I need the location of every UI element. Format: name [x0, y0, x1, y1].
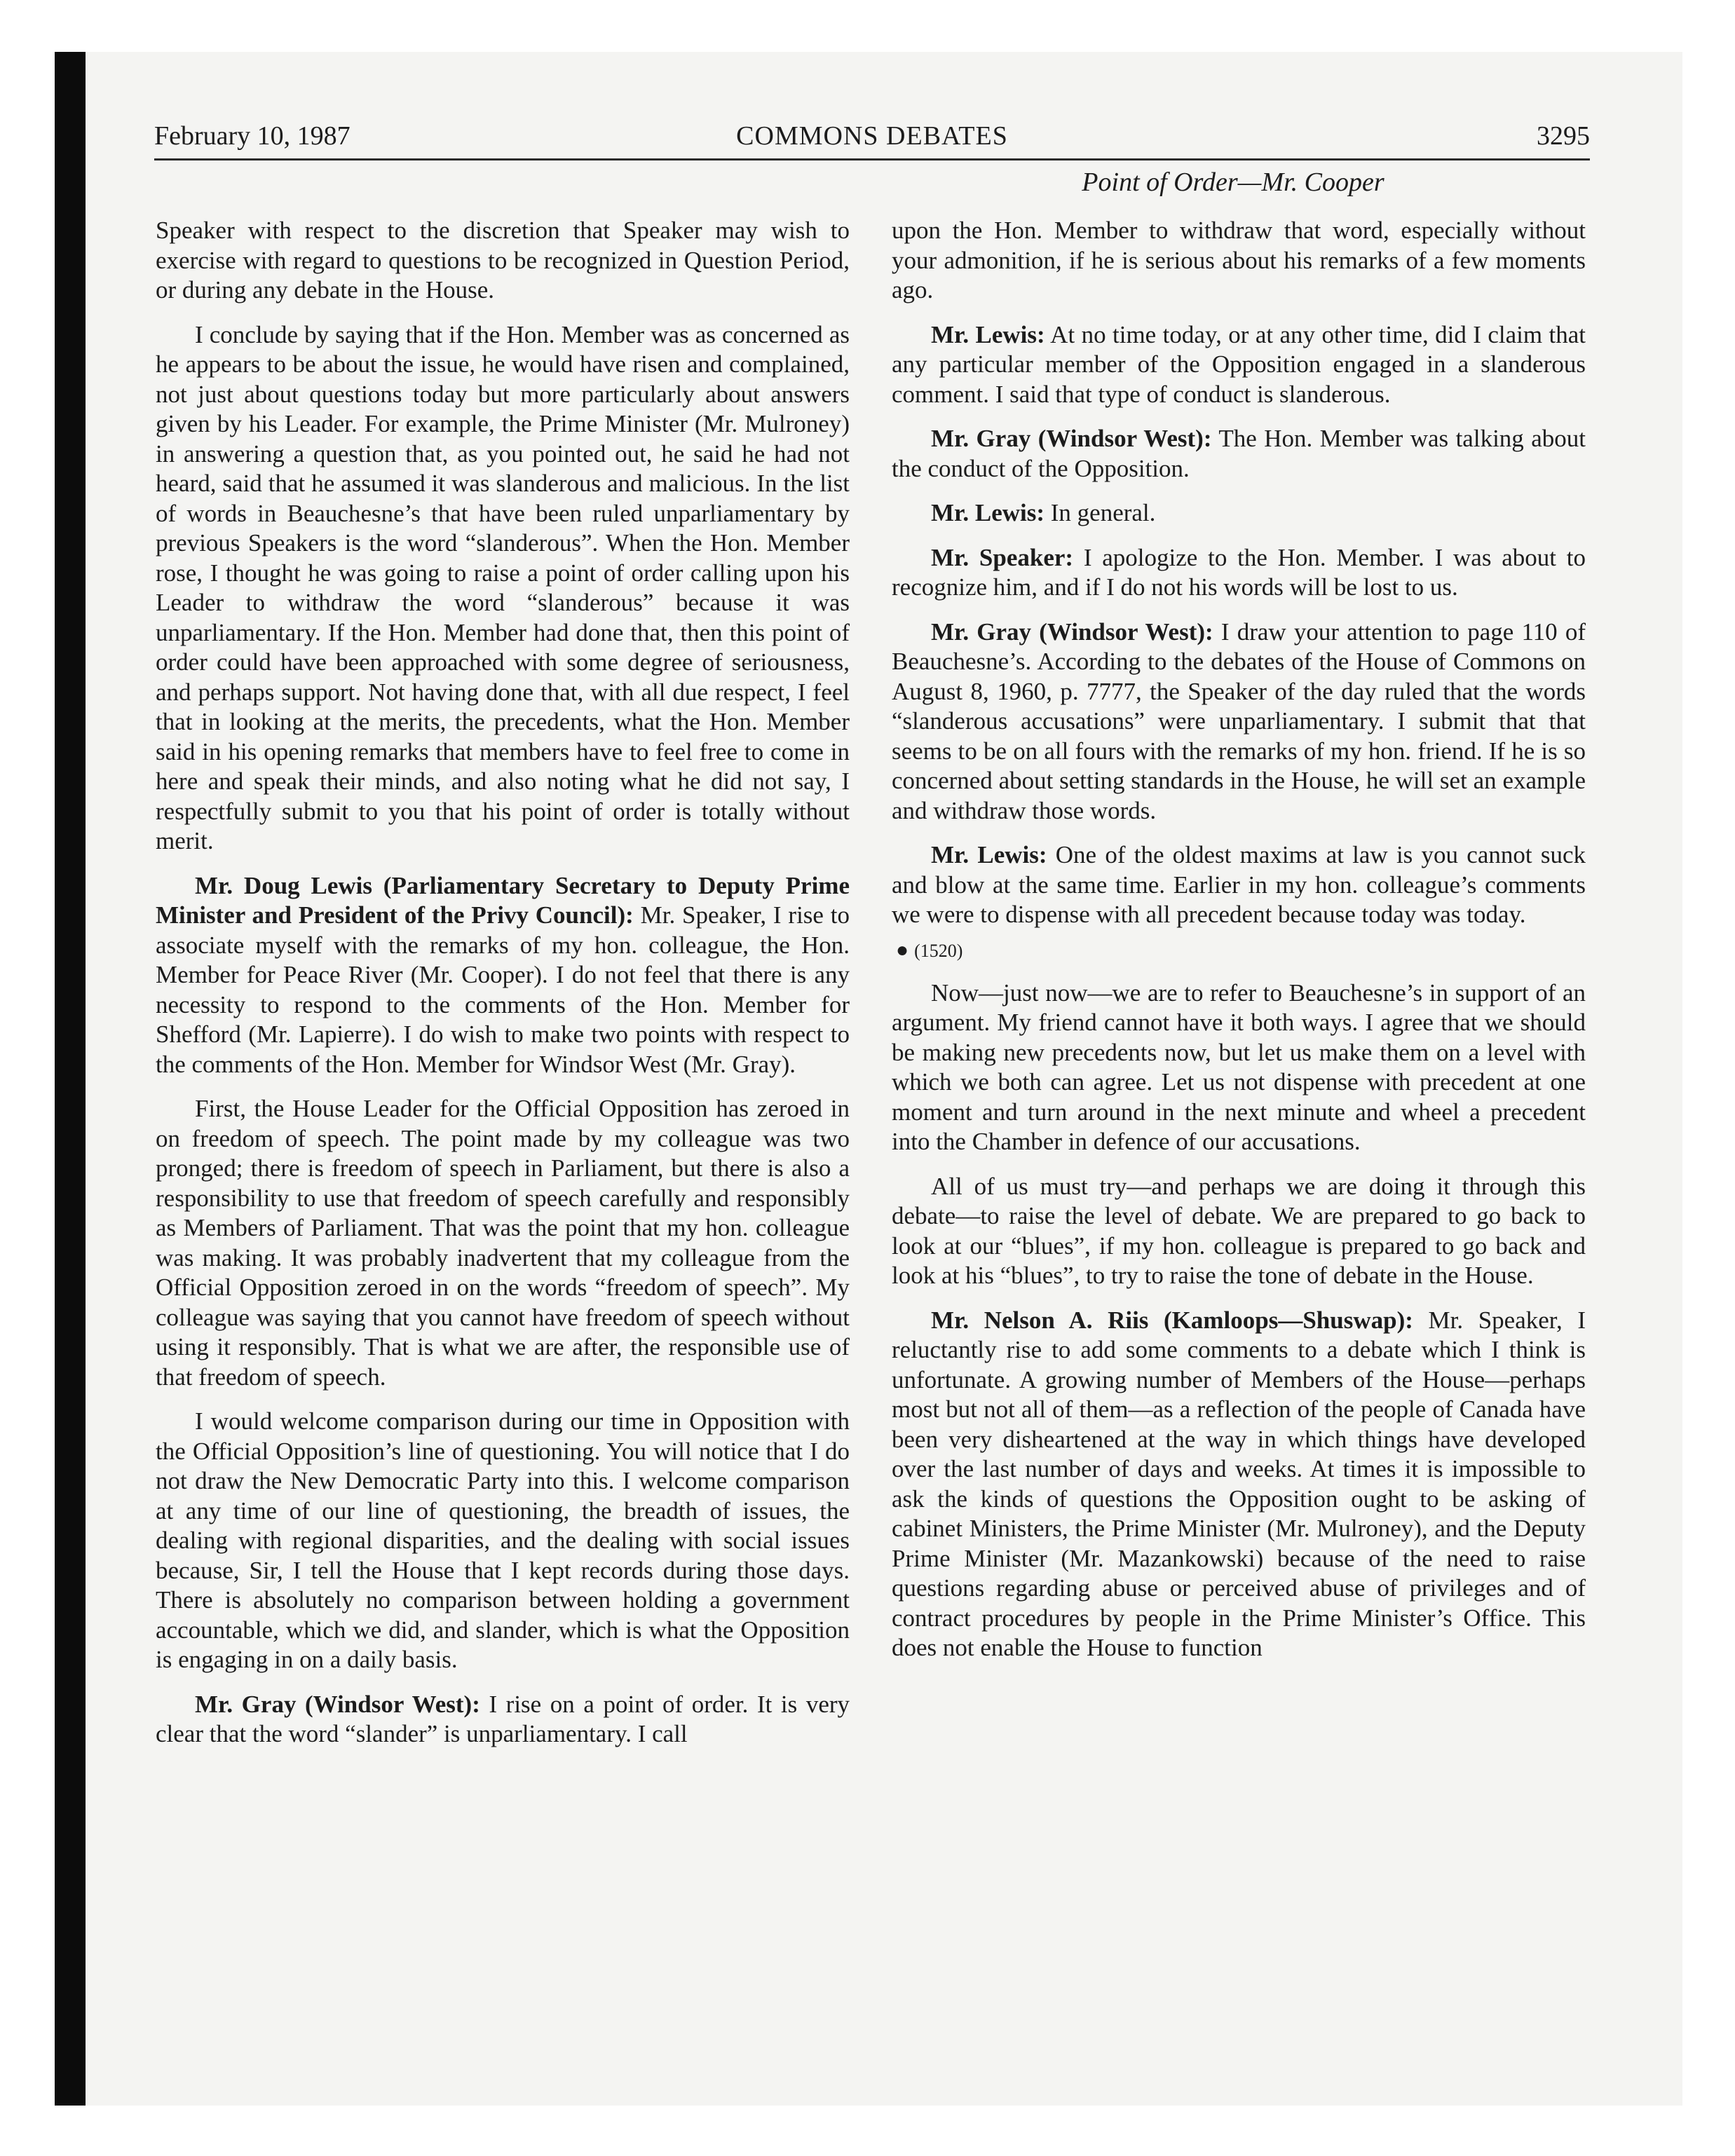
- speech-text: In general.: [1050, 499, 1156, 526]
- speaker-name: Mr. Gray (Windsor West):: [931, 618, 1213, 646]
- speaker-name: Mr. Gray (Windsor West):: [931, 425, 1212, 452]
- left-column: [156, 216, 850, 1764]
- bullet-icon: ●: [896, 938, 909, 962]
- paragraph: [156, 216, 850, 306]
- paragraph: [156, 1690, 850, 1749]
- speech-text: I rise on a point of order. It is very clear that the word “slander” is unparliamentary. I call: [156, 1690, 850, 1747]
- speech-text: The Hon. Member was talking about the conduct of the Opposition.: [892, 425, 1586, 482]
- speech-text: I apologize to the Hon. Member. I was about to recognize him, and if I do not his words will be lost to us.: [892, 543, 1586, 601]
- section-title: Point of Order—Mr. Cooper: [1082, 168, 1384, 197]
- speech-text: I draw your attention to page 110 of Beauchesne’s. According to the debates of the House of Commons on August 8, 1960, p. 7777, the Speaker of the day ruled that the words “slanderous accusations” were unparliamentary. I submit that that seems to be on all fours with the remarks of my hon. friend. If he is so concerned about setting standards in the House, he will set an example and withdraw those words.: [892, 618, 1586, 824]
- paragraph: [892, 424, 1586, 484]
- running-header: [154, 115, 1590, 161]
- right-column: [892, 216, 1586, 1678]
- header-title: COMMONS DEBATES: [736, 121, 1008, 151]
- paragraph: [892, 618, 1586, 826]
- speaker-name: Mr. Lewis:: [931, 499, 1045, 526]
- paragraph: [892, 216, 1586, 306]
- header-date: February 10, 1987: [154, 121, 351, 151]
- speech-text: Now—just now—we are to refer to Beauchesne’s in support of an argument. My friend cannot have it both ways. I agree that we should be making new precedents now, but let us make them on a level with which we both can agree. Let us not dispense with precedent at one moment and turn around in the next minute and wheel a precedent into the Chamber in defence of our accusations.: [892, 978, 1586, 1155]
- paragraph: [892, 840, 1586, 930]
- speech-text: Mr. Speaker, I reluctantly rise to add some comments to a debate which I think is unfortunate. A growing number of Members of the House—perhaps most but not all of them—as a reflection of the people of Canada have been very disheartened at the way in which things have developed over the last number of days and weeks. At times it is impossible to ask the kinds of questions the Opposition ought to be asking of cabinet Ministers, the Prime Minister (Mr. Mulroney), and the Deputy Prime Minister (Mr. Mazankowski) because of the need to raise questions regarding abuse or perceived abuse of privileges and of contract procedures by people in the Prime Minister’s Office. This does not enable the House to function: [892, 1306, 1586, 1661]
- paragraph: [156, 320, 850, 857]
- speech-text: At no time today, or at any other time, did I claim that any particular member of the Opposition engaged in a slanderous comment. I said that type of conduct is slanderous.: [892, 320, 1586, 408]
- speaker-name: Mr. Lewis:: [931, 320, 1045, 348]
- speech-text: Speaker with respect to the discretion that Speaker may wish to exercise with regard to questions to be recognized in Question Period, or during any debate in the House.: [156, 217, 850, 303]
- speaker-name: Mr. Speaker:: [931, 543, 1074, 571]
- speech-text: Mr. Speaker, I rise to associate myself with the remarks of my hon. colleague, the Hon. Member for Peace River (Mr. Cooper). I do not feel that there is any necessity to respond to the comments of the Hon. Member for Shefford (Mr. Lapierre). I do wish to make two points with respect to the comments of the Hon. Member for Windsor West (Mr. Gray).: [156, 901, 850, 1078]
- paragraph: [892, 1306, 1586, 1663]
- paragraph: [892, 978, 1586, 1157]
- time-marker-text: (1520): [914, 940, 963, 961]
- paragraph: [892, 498, 1586, 528]
- speaker-name: Mr. Lewis:: [931, 841, 1047, 868]
- paragraph: [892, 1172, 1586, 1291]
- paragraph: [156, 1407, 850, 1675]
- speech-text: upon the Hon. Member to withdraw that word, especially without your admonition, if he is serious about his remarks of a few moments ago.: [892, 217, 1586, 303]
- paragraph: [892, 543, 1586, 603]
- header-page-number: 3295: [1537, 121, 1590, 151]
- speaker-name: Mr. Gray (Windsor West):: [195, 1690, 480, 1718]
- scan-edge-shadow: [55, 52, 86, 2106]
- speech-text: I conclude by saying that if the Hon. Member was as concerned as he appears to be about the issue, he would have risen and complained, not just about questions today but more particularly about answers given by his Leader. For example, the Prime Minister (Mr. Mulroney) in answering a question that, as you pointed out, he said he had not heard, said that he assumed it was slanderous and malicious. In the list of words in Beauchesne’s that have been ruled unparliamentary by previous Speakers is the word “slanderous”. When the Hon. Member rose, I thought he was going to raise a point of order calling upon his Leader to withdraw the word “slanderous” because it was unparliamentary. If the Hon. Member had done that, then this point of order could have been approached with some degree of seriousness, and perhaps support. Not having done that, with all due respect, I feel that in looking at the merits, the precedents, what the Hon. Member said in his opening remarks that members have to feel free to come in here and speak their minds, and also noting what he did not say, I respectfully submit to you that his point of order is totally without merit.: [156, 320, 850, 854]
- time-marker: [896, 939, 1586, 963]
- speaker-name: Mr. Doug Lewis (Parliamentary Secretary to Deputy Prime Minister and President of the Privy Council):: [156, 871, 850, 929]
- speaker-name: Mr. Nelson A. Riis (Kamloops—Shuswap):: [931, 1306, 1413, 1334]
- paragraph: [892, 320, 1586, 410]
- speech-text: One of the oldest maxims at law is you cannot suck and blow at the same time. Earlier in my hon. colleague’s comments we were to dispense with all precedent because today was today.: [892, 841, 1586, 928]
- paragraph: [156, 1094, 850, 1392]
- speech-text: First, the House Leader for the Official Opposition has zeroed in on freedom of speech. The point made by my colleague was two pronged; there is freedom of speech in Parliament, but there is also a responsibility to use that freedom of speech carefully and responsibly as Members of Parliament. That was the point that my hon. colleague was making. It was probably inadvertent that my colleague from the Official Opposition zeroed in on the words “freedom of speech”. My colleague was saying that you cannot have freedom of speech without using it responsibly. That is what we are after, the responsible use of that freedom of speech.: [156, 1095, 850, 1391]
- paragraph: [156, 871, 850, 1080]
- speech-text: I would welcome comparison during our time in Opposition with the Official Opposition’s line of questioning. You will notice that I do not draw the New Democratic Party into this. I welcome comparison at any time of our line of questioning, the breadth of issues, the dealing with regional disparities, and the dealing with social issues because, Sir, I tell the House that I kept records during those days. There is absolutely no comparison between holding a government accountable, which we did, and slander, which is what the Opposition is engaging in on a daily basis.: [156, 1407, 850, 1673]
- speech-text: All of us must try—and perhaps we are doing it through this debate—to raise the level of debate. We are prepared to go back to look at our “blues”, if my hon. colleague is prepared to go back and look at his “blues”, to try to raise the tone of debate in the House.: [892, 1172, 1586, 1289]
